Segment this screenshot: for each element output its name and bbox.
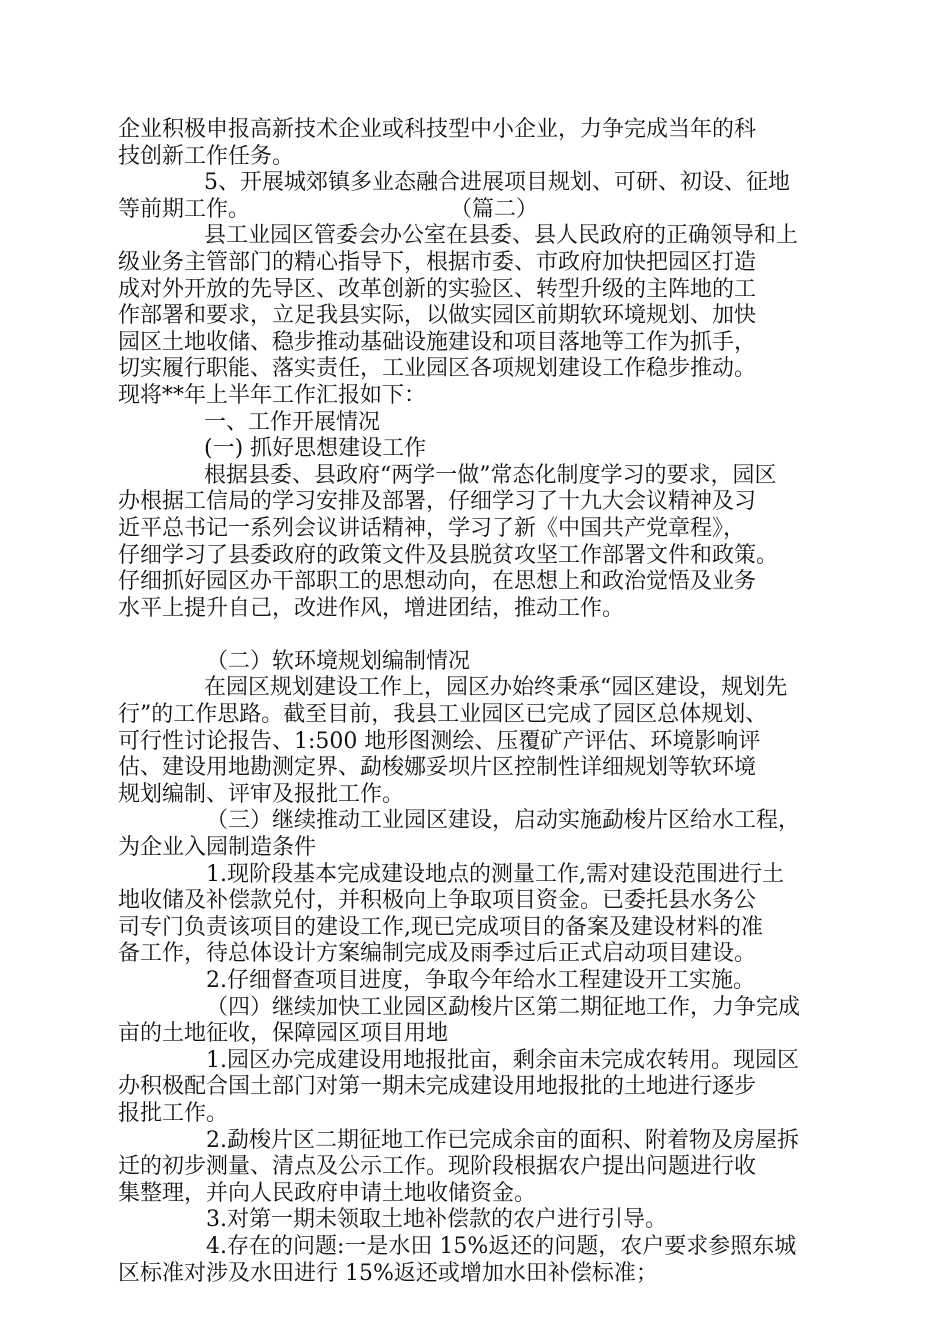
text-line: 县工业园区管委会办公室在县委、县人民政府的正确领导和上 bbox=[204, 223, 799, 249]
text-line: 在园区规划建设工作上，园区办始终秉承“园区建设，规划先 bbox=[204, 675, 788, 701]
text-line: 5、开展城郊镇多业态融合进展项目规划、可研、初设、征地 bbox=[204, 170, 790, 196]
subsection-heading: （二）软环境规划编制情况 bbox=[206, 648, 471, 674]
text-line: 仔细学习了县委政府的政策文件及县脱贫攻坚工作部署文件和政策。 bbox=[118, 542, 779, 568]
text-line: 2.勐梭片区二期征地工作已完成余亩的面积、附着物及房屋拆 bbox=[206, 1127, 799, 1153]
text-line: 近平总书记一系列会议讲话精神，学习了新《中国共产党章程》， bbox=[118, 515, 746, 541]
text-line: 级业务主管部门的精心指导下，根据市委、市政府加快把园区打造 bbox=[118, 249, 757, 275]
text-line: 3.对第一期未领取土地补偿款的农户进行引导。 bbox=[206, 1207, 667, 1233]
text-line: 企业积极申报高新技术企业或科技型中小企业，力争完成当年的科 bbox=[118, 117, 757, 142]
text-line: 亩的土地征收，保障园区项目用地 bbox=[118, 1021, 449, 1047]
text-span: 等前期工作。 bbox=[118, 196, 251, 222]
subsection-heading: (一) 抓好思想建设工作 bbox=[204, 436, 427, 462]
text-line: 技创新工作任务。 bbox=[118, 143, 295, 169]
subsection-heading: （三）继续推动工业园区建设，启动实施勐梭片区给水工程， bbox=[206, 808, 801, 834]
text-line: 作部署和要求，立足我县实际，以做实园区前期软环境规划、加快 bbox=[118, 303, 757, 329]
text-line: 仔细抓好园区办干部职工的思想动向，在思想上和政治觉悟及业务 bbox=[118, 569, 757, 595]
text-line: 办积极配合国土部门对第一期未完成建设用地报批的土地进行逐步 bbox=[118, 1074, 757, 1100]
text-line bbox=[118, 197, 830, 224]
text-line: 办根据工信局的学习安排及部署，仔细学习了十九大会议精神及习 bbox=[118, 489, 757, 515]
text-line: 2.仔细督查项目进度，争取今年给水工程建设开工实施。 bbox=[206, 968, 755, 993]
blank-line bbox=[118, 622, 830, 649]
text-line: 成对外开放的先导区、改革创新的实验区、转型升级的主阵地的工 bbox=[118, 276, 757, 302]
text-line: 估、建设用地勘测定界、勐梭娜妥坝片区控制性详细规划等软环境 bbox=[118, 755, 757, 781]
text-line: 切实履行职能、落实责任，工业园区各项规划建设工作稳步推动。 bbox=[118, 356, 757, 382]
text-line: 地收储及补偿款兑付，并积极向上争取项目资金。已委托县水务公 bbox=[118, 888, 757, 914]
text-line: 行”的工作思路。截至目前，我县工业园区已完成了园区总体规划、 bbox=[118, 702, 768, 728]
text-line: 1.园区办完成建设用地报批亩，剩余亩未完成农转用。现园区 bbox=[206, 1047, 799, 1073]
text-line: 迁的初步测量、清点及公示工作。现阶段根据农户提出问题进行收 bbox=[118, 1154, 757, 1180]
section-heading: （篇二） bbox=[450, 196, 539, 222]
text-line: 可行性讨论报告、1:500 地形图测绘、压覆矿产评估、环境影响评 bbox=[118, 728, 761, 754]
text-line: 现将**年上半年工作汇报如下： bbox=[118, 382, 427, 408]
text-line: 为企业入园制造条件 bbox=[118, 835, 317, 861]
text-line: 区标准对涉及水田进行 15%返还或增加水田补偿标准； bbox=[118, 1260, 658, 1286]
text-line: 规划编制、评审及报批工作。 bbox=[118, 781, 405, 807]
subsection-heading: （四）继续加快工业园区勐梭片区第二期征地工作，力争完成 bbox=[206, 994, 801, 1020]
text-line: 集整理，并向人民政府申请土地收储资金。 bbox=[118, 1180, 537, 1206]
text-line: 园区土地收储、稳步推动基础设施建设和项目落地等工作为抓手， bbox=[118, 329, 757, 355]
text-line: 水平上提升自己，改进作风，增进团结，推动工作。 bbox=[118, 595, 625, 621]
text-line: 报批工作。 bbox=[118, 1100, 229, 1126]
section-heading: 一、工作开展情况 bbox=[204, 409, 381, 435]
document-page bbox=[118, 117, 830, 1287]
text-line: 4.存在的问题:一是水田 15%返还的问题，农户要求参照东城 bbox=[206, 1233, 797, 1259]
text-line: 备工作，待总体设计方案编制完成及雨季过后正式启动项目建设。 bbox=[118, 941, 757, 967]
text-line: 司专门负责该项目的建设工作,现已完成项目的备案及建设材料的准 bbox=[118, 914, 763, 940]
text-line: 1.现阶段基本完成建设地点的测量工作,需对建设范围进行土 bbox=[206, 861, 784, 887]
text-line: 根据县委、县政府“两学一做”常态化制度学习的要求，园区 bbox=[204, 462, 777, 488]
